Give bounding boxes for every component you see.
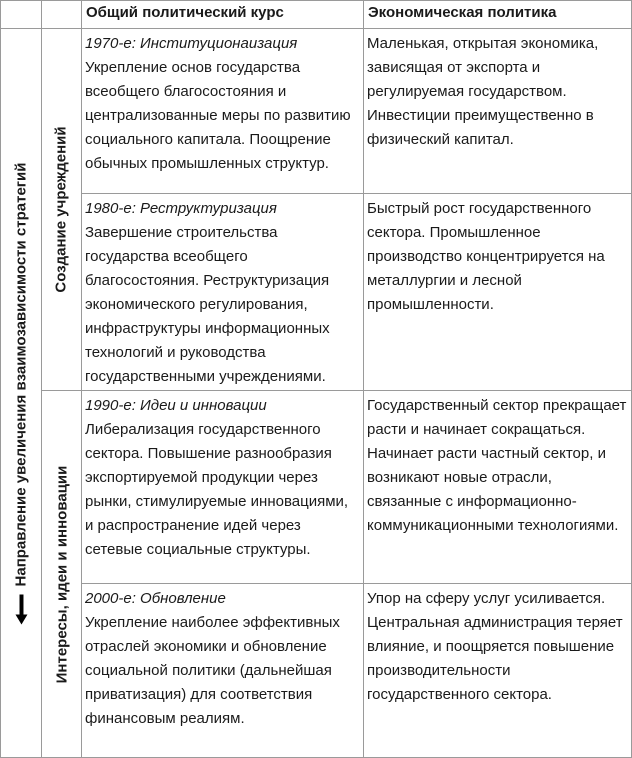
course-text: Укрепление основ государства всеобщего благосостояния и централизованные меры по развитию социального капитала. Поощрение обычных промышленных структур.: [85, 59, 351, 172]
axis-label: Направление увеличения взаимозависимости стратегий: [12, 162, 30, 586]
arrow-icon: [15, 594, 27, 624]
course-text: Укрепление наиболее эффективных отраслей экономики и обновление социальной политики (дальнейшая приватизация) для соответствия финансовым реалиям.: [85, 614, 340, 727]
header-empty-cell-2: [41, 0, 82, 29]
group-cell-ideas: [41, 390, 82, 758]
economy-cell: [363, 583, 632, 758]
period-label: 1990-е: Идеи и инновации: [85, 397, 267, 414]
economy-text: Быстрый рост государственного сектора. Промышленное производство концентрируется на металлургии и лесной промышленности.: [367, 200, 605, 313]
group-label: Создание учреждений: [53, 126, 70, 293]
header-economy: Экономическая политика: [363, 0, 632, 29]
header-empty-cell-1: [0, 0, 42, 29]
course-text: Завершение строительства государства всеобщего благосостояния. Реструктуризация экономического регулирования, инфраструктуры информационных технологий и руководства государственными учреждениями.: [85, 224, 330, 385]
header-course: Общий политический курс: [81, 0, 364, 29]
period-label: 2000-е: Обновление: [85, 590, 226, 607]
economy-cell: [363, 28, 632, 194]
course-cell: [81, 193, 364, 391]
course-cell: [81, 390, 364, 584]
economy-text: Упор на сферу услуг усиливается. Центральная администрация теряет влияние, и поощряется повышение производительности государственного сектора.: [367, 590, 623, 703]
economy-cell: [363, 193, 632, 391]
economy-cell: [363, 390, 632, 584]
group-label: Интересы, идеи и инновации: [53, 465, 71, 683]
economy-text: Маленькая, открытая экономика, зависящая от экспорта и регулируемая государством. Инвестиции преимущественно в физический капитал.: [367, 35, 599, 148]
group-cell-institutions: [41, 28, 82, 391]
economy-text: Государственный сектор прекращает расти и начинает сокращаться. Начинает расти частный сектор, и возникают новые отрасли, связанные с информационно-коммуникационными технологиями.: [367, 397, 627, 534]
course-cell: [81, 28, 364, 194]
course-cell: [81, 583, 364, 758]
period-label: 1970-е: Институционаизация: [85, 35, 298, 52]
period-label: 1980-е: Реструктуризация: [85, 200, 277, 217]
axis-cell: [0, 28, 42, 758]
course-text: Либерализация государственного сектора. Повышение разнообразия экспортируемой продукции через рынки, стимулируемые инновациями, и распространение идей через сетевые социальные структуры.: [85, 421, 349, 558]
